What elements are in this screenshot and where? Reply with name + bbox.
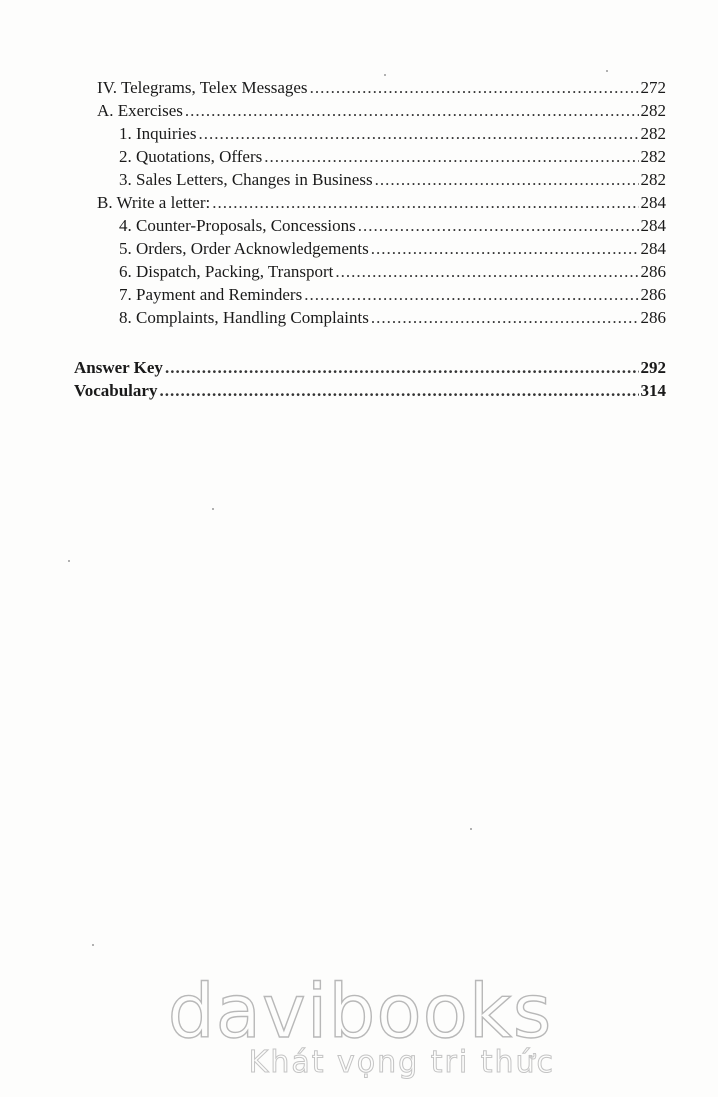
toc-entry-page: 284 <box>640 216 666 235</box>
watermark-brand: davibooks <box>167 969 553 1055</box>
toc-entry-label: 8. Complaints, Handling Complaints <box>119 308 369 327</box>
toc-entry-label: 1. Inquiries <box>119 124 197 143</box>
toc-entry-sales-letters <box>119 168 666 191</box>
toc-entry-label: B. Write a letter: <box>97 193 211 212</box>
scan-speck <box>92 944 94 946</box>
toc-entry-vocabulary <box>74 379 666 402</box>
toc-entry-label: 6. Dispatch, Packing, Transport <box>119 262 334 281</box>
toc-entry-orders <box>119 237 666 260</box>
toc-entry-quotations <box>119 145 666 168</box>
toc-entry-counter-proposals <box>119 214 666 237</box>
toc-entry-write-letter <box>97 191 666 214</box>
dot-leader <box>310 76 639 99</box>
dot-leader <box>375 168 639 191</box>
toc-entry-page: 282 <box>640 101 666 120</box>
scan-speck <box>68 560 70 562</box>
toc-entry-label: Answer Key <box>74 358 163 377</box>
toc-entry-exercises <box>97 99 666 122</box>
toc-entry-page: 286 <box>640 262 666 281</box>
dot-leader <box>212 191 638 214</box>
toc-entry-label: A. Exercises <box>97 101 183 120</box>
toc-entry-page: 286 <box>640 308 666 327</box>
scan-speck <box>384 74 386 76</box>
toc-entry-label: 7. Payment and Reminders <box>119 285 303 304</box>
dot-leader <box>371 237 639 260</box>
scan-speck <box>212 508 214 510</box>
toc-entry-label: 5. Orders, Order Acknowledgements <box>119 239 369 258</box>
toc-entry-label: 2. Quotations, Offers <box>119 147 263 166</box>
dot-leader <box>304 283 638 306</box>
dot-leader <box>371 306 639 329</box>
dot-leader <box>159 379 638 402</box>
toc-entry-page: 284 <box>640 239 666 258</box>
toc-entry-page: 292 <box>640 358 666 377</box>
watermark-tagline: Khát vọng tri thức <box>248 1045 555 1080</box>
toc-entry-inquiries <box>119 122 666 145</box>
toc-entry-page: 314 <box>640 381 666 400</box>
dot-leader <box>165 356 639 379</box>
dot-leader <box>185 99 639 122</box>
dot-leader <box>358 214 639 237</box>
toc-entry-page: 284 <box>640 193 666 212</box>
scan-speck <box>470 828 472 830</box>
toc-entry-page: 272 <box>640 78 666 97</box>
toc-entry-page: 282 <box>640 124 666 143</box>
dot-leader <box>335 260 638 283</box>
dot-leader <box>198 122 638 145</box>
toc-entry-label: Vocabulary <box>74 381 158 400</box>
toc-entry-payment <box>119 283 666 306</box>
toc-entry-page: 282 <box>640 147 666 166</box>
dot-leader <box>264 145 638 168</box>
toc-entry-label: 3. Sales Letters, Changes in Business <box>119 170 373 189</box>
toc-entry-answer-key <box>74 356 666 379</box>
toc-entry-complaints <box>119 306 666 329</box>
toc-entry-page: 282 <box>640 170 666 189</box>
toc-entry-label: IV. Telegrams, Telex Messages <box>97 78 308 97</box>
toc-entry-dispatch <box>119 260 666 283</box>
toc-entry-label: 4. Counter-Proposals, Concessions <box>119 216 356 235</box>
toc-entry-telegrams <box>97 76 666 99</box>
toc-entry-page: 286 <box>640 285 666 304</box>
publisher-watermark <box>150 969 570 1080</box>
scan-speck <box>606 70 608 72</box>
